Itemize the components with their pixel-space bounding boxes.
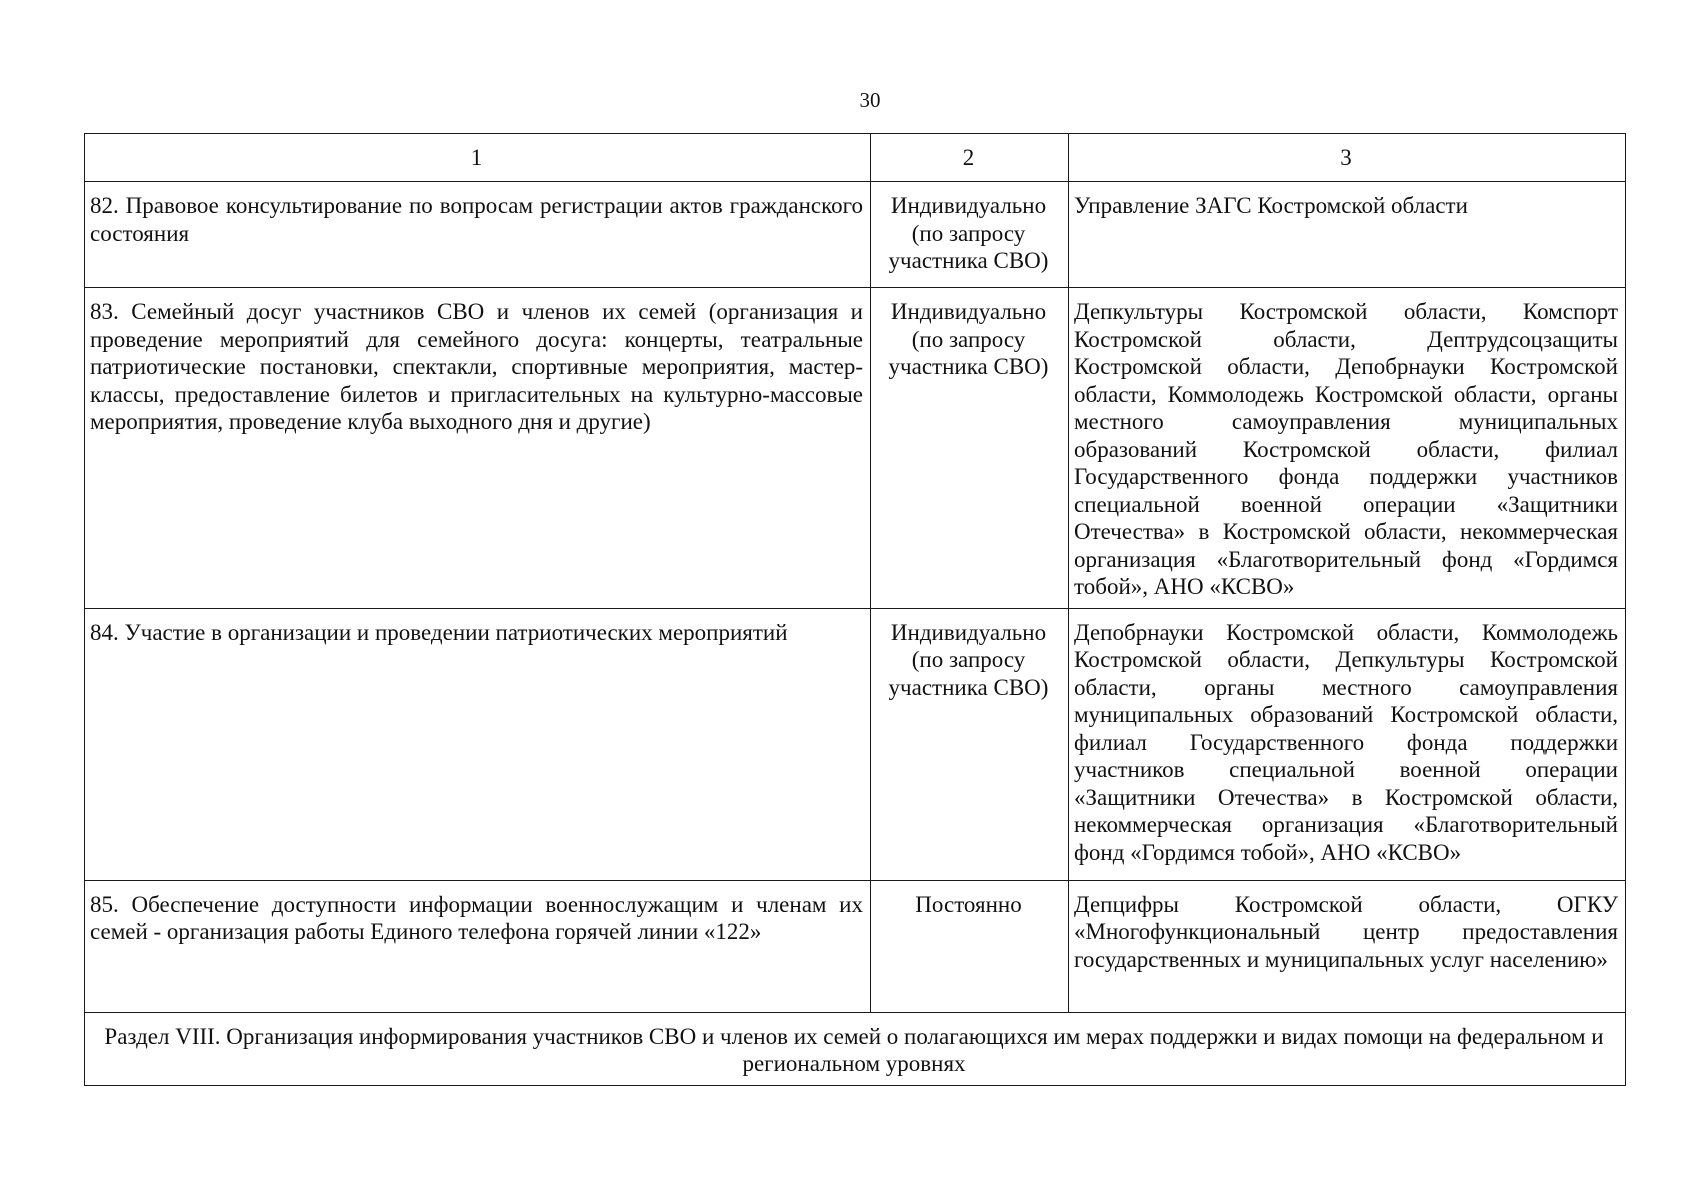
table-row bbox=[85, 182, 1626, 288]
measure-cell: 85. Обеспечение доступности информации военнослужащим и членам их семей - организация работы Единого телефона горячей линии «122» bbox=[85, 880, 871, 1012]
table-row bbox=[85, 880, 1626, 1012]
period-cell: Индивидуально (по запросу участника СВО) bbox=[871, 288, 1069, 609]
period-cell: Индивидуально (по запросу участника СВО) bbox=[871, 608, 1069, 880]
page-number: 30 bbox=[859, 88, 881, 112]
executors-cell: Депобрнауки Костромской области, Коммолодежь Костромской области, Депкультуры Костромской области, органы местного самоуправления муниципальных образований Костромской области, филиал Государственного фонда поддержки участников специальной военной операции «Защитники Отечества» в Костромской области, некоммерческая организация «Благотворительный фонд «Гордимся тобой», АНО «КСВО» bbox=[1069, 608, 1626, 880]
measure-cell: 84. Участие в организации и проведении патриотических мероприятий bbox=[85, 608, 871, 880]
section-heading: Раздел VIII. Организация информирования участников СВО и членов их семей о полагающихся им мерах поддержки и видах помощи на федеральном и региональном уровнях bbox=[85, 1012, 1626, 1085]
column-header-2: 2 bbox=[871, 134, 1069, 182]
executors-cell: Управление ЗАГС Костромской области bbox=[1069, 182, 1626, 288]
section-heading-row bbox=[85, 1012, 1626, 1085]
measures-table bbox=[84, 133, 1626, 1086]
measure-cell: 83. Семейный досуг участников СВО и членов их семей (организация и проведение мероприятий для семейного досуга: концерты, театральные патриотические постановки, спектакли, спортивные мероприятия, мастер-классы, предоставление билетов и пригласительных на культурно-массовые мероприятия, проведение клуба выходного дня и другие) bbox=[85, 288, 871, 609]
column-header-1: 1 bbox=[85, 134, 871, 182]
table-row bbox=[85, 288, 1626, 609]
table-header-row bbox=[85, 134, 1626, 182]
executors-cell: Депцифры Костромской области, ОГКУ «Многофункциональный центр предоставления государственных и муниципальных услуг населению» bbox=[1069, 880, 1626, 1012]
period-cell: Индивидуально (по запросу участника СВО) bbox=[871, 182, 1069, 288]
table-row bbox=[85, 608, 1626, 880]
executors-cell: Депкультуры Костромской области, Комспорт Костромской области, Дептрудсоцзащиты Костромской области, Депобрнауки Костромской области, Коммолодежь Костромской области, органы местного самоуправления муниципальных образований Костромской области, филиал Государственного фонда поддержки участников специальной военной операции «Защитники Отечества» в Костромской области, некоммерческая организация «Благотворительный фонд «Гордимся тобой», АНО «КСВО» bbox=[1069, 288, 1626, 609]
period-cell: Постоянно bbox=[871, 880, 1069, 1012]
column-header-3: 3 bbox=[1069, 134, 1626, 182]
measure-cell: 82. Правовое консультирование по вопросам регистрации актов гражданского состояния bbox=[85, 182, 871, 288]
